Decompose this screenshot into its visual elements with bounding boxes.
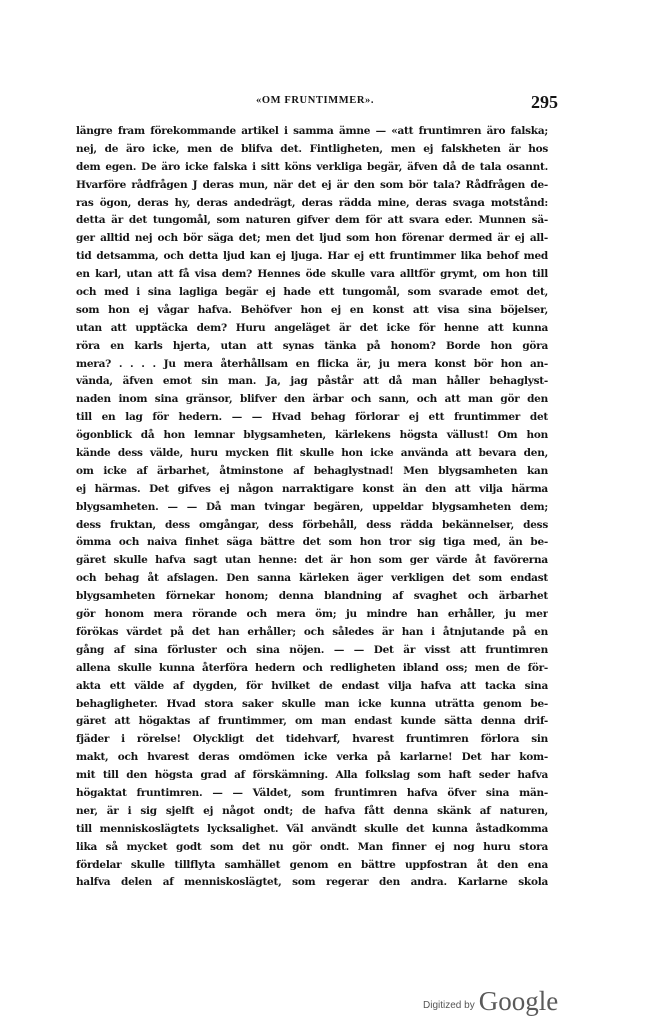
text-line: och behag åt afslagen. Den sanna kärleken äger verkligen det som endast <box>76 572 548 585</box>
text-line: ej härmas. Det gifves ej någon narraktigare konst än den att vilja härma <box>76 482 548 495</box>
text-line: utan att upptäcka dem? Huru angeläget är det icke för henne att kunna <box>76 321 548 334</box>
text-line: röra en karls hjerta, utan att synas tänka på honom? Borde hon göra <box>76 339 548 352</box>
text-line: ner, är i sig sjelft ej något ondt; de hafva fått denna skänk af naturen, <box>76 804 548 817</box>
text-line: nej, de äro icke, men de blifva det. Fintligheten, men ej falskheten är hos <box>76 142 548 155</box>
text-line: ras ögon, deras hy, deras andedrägt, deras rädda mine, deras svaga motstånd: <box>76 196 548 209</box>
text-line: makt, och hvarest deras omdömen icke verka på karlarne! Det har kom- <box>76 751 548 764</box>
text-line: dem egen. De äro icke falska i sitt köns verkliga begär, äfven då de tala osannt. <box>76 160 548 173</box>
text-line: till en lag för hedern. — — Hvad behag förlorar ej ett fruntimmer det <box>76 411 548 424</box>
text-line: längre fram förekommande artikel i samma ämne — «att fruntimren äro falska; <box>76 125 548 137</box>
text-line: och med i sina lagliga begär ej hade ett tungomål, som svarade emot det, <box>76 286 548 299</box>
text-line: gör honom mera rörande och mera öm; ju mindre han erhåller, ju mer <box>76 608 548 621</box>
text-line: Hvarföre rådfrågen J deras mun, när det ej är den som bör tala? Rådfrågen de- <box>76 178 548 191</box>
digitized-by-google-watermark <box>423 988 558 1015</box>
text-line: fördelar skulle tillflyta samhället genom en bättre uppfostran åt den ena <box>76 858 548 871</box>
text-line: en karl, utan att få visa dem? Hennes öde skulle vara alltför grymt, om hon till <box>76 268 548 281</box>
text-line: allena skulle kunna återföra hedern och redligheten ibland oss; men de för- <box>76 661 548 674</box>
text-line: som hon ej vågar hafva. Behöfver hon ej en konst att visa sina böjelser, <box>76 303 548 316</box>
text-line: naden inom sina gränsor, blifver den ärbar och sann, och att man gör den <box>76 393 548 406</box>
text-line: kände dess välde, huru mycken flit skulle hon icke använda att bevara den, <box>76 447 548 460</box>
text-line: om icke af ärbarhet, åtminstone af behaglystnad! Men blygsamheten kan <box>76 464 548 477</box>
text-line: halfva delen af menniskoslägtet, som regerar den andra. Karlarne skola <box>76 876 548 889</box>
text-line: mit till den högsta grad af förskämning. Alla folkslag som haft seder hafva <box>76 769 548 782</box>
digitized-by-label: Digitized by <box>423 1000 475 1011</box>
text-line: gäret skulle hafva sagt utan henne: det är hon som ger värde åt favörerna <box>76 554 548 567</box>
text-line: dess fruktan, dess omgångar, dess förbehåll, dess rädda bekännelser, dess <box>76 518 548 531</box>
body-text <box>76 123 548 892</box>
running-head-title: «OM FRUNTIMMER». <box>256 95 375 106</box>
text-line: gång af sina förluster och sina nöjen. — — Det är visst att fruntimren <box>76 643 548 656</box>
page-number: 295 <box>531 92 558 112</box>
text-line: ögonblick då hon lemnar blygsamheten, kärlekens högsta vällust! Om hon <box>76 429 548 442</box>
text-line: ömma och naiva finhet säga bättre det som hon tror sig tiga med, än be- <box>76 536 548 549</box>
text-line: vända, äfven emot sin man. Ja, jag påstår att då man håller behaglyst- <box>76 375 548 388</box>
text-line: akta ett välde af dygden, för hvilket de endast vilja hafva att tacka sina <box>76 679 548 692</box>
text-line: tid detsamma, och detta ljud kan ej ljuga. Har ej ett fruntimmer lika behof med <box>76 250 548 263</box>
google-logo: Google <box>478 986 559 1016</box>
text-line: blygsamheten förnekar honom; denna blandning af svaghet och ärbarhet <box>76 590 548 603</box>
text-line: gäret att högaktas af fruntimmer, om man endast kunde sätta denna drif- <box>76 715 548 728</box>
text-line: behagligheter. Hvad stora saker skulle man icke kunna uträtta genom be- <box>76 697 548 710</box>
text-line: högaktat fruntimren. — — Väldet, som fruntimren hafva öfver sina män- <box>76 786 548 799</box>
text-line: mera? . . . . Ju mera återhållsam en flicka är, ju mera konst bör hon an- <box>76 357 548 370</box>
text-line: till menniskoslägtets lycksalighet. Väl användt skulle det kunna åstadkomma <box>76 822 548 835</box>
text-line: blygsamheten. — — Då man tvingar begären, uppeldar blygsamheten dem; <box>76 500 548 513</box>
text-line: detta är det tungomål, som naturen gifver dem för att svara eder. Munnen sä- <box>76 214 548 227</box>
text-line: fjäder i rörelse! Olyckligt det tidehvarf, hvarest fruntimren förlora sin <box>76 733 548 746</box>
text-line: ger alltid nej och bör säga det; men det ljud som hon förenar dermed är ej all- <box>76 232 548 245</box>
text-line: lika så mycket godt som det nu gör ondt. Man finner ej nog huru stora <box>76 840 548 853</box>
text-line: förökas värdet på det han erhåller; och således är han i åtnjutande på en <box>76 625 548 638</box>
